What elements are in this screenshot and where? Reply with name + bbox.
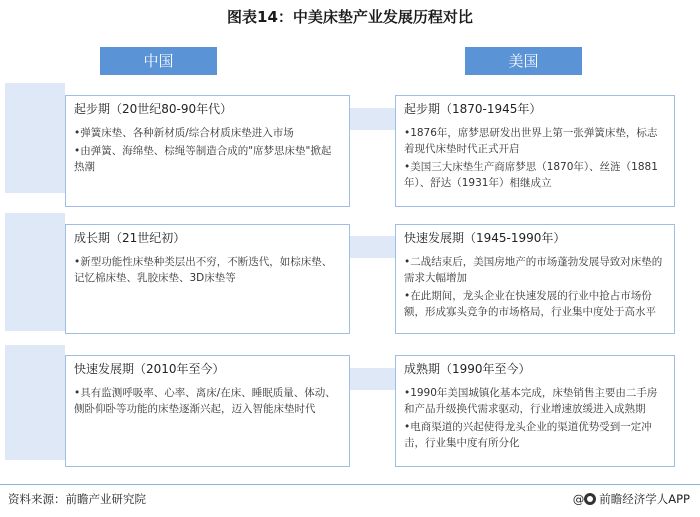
stage-item: •由弹簧、海绵垫、棕绳等制造合成的"席梦思床垫"掀起热潮 [74,145,332,173]
left-accent-bar [5,83,65,193]
stage-item: •在此期间，龙头企业在快速发展的行业中抢占市场份额，形成寡头竞争的市场格局，行业集中度处于高水平 [404,290,656,318]
stage-item: •具有监测呼吸率、心率、离床/在床、睡眠质量、体动、侧卧仰卧等功能的床垫逐渐兴起，迈入智能床垫时代 [74,387,336,415]
brand-prefix: @ [572,492,585,506]
left-accent-bar [5,345,65,460]
brand-credit [573,491,690,507]
usa-stage-card [395,95,675,207]
stage-item: •电商渠道的兴起使得龙头企业的渠道优势受到一定冲击，行业集中度有所分化 [404,421,652,449]
stage-title: 成长期（21世纪初） [74,231,186,245]
brand-name: 前瞻经济学人APP [599,492,690,506]
china-stage-card [65,95,350,207]
stage-item: •1876年，席梦思研发出世界上第一张弹簧床垫，标志着现代床垫时代正式开启 [404,127,658,155]
row-connector [350,368,395,390]
row-connector [350,108,395,130]
stage-title: 快速发展期（2010年至今） [74,362,225,376]
stage-item: •美国三大床垫生产商席梦思（1870年）、丝涟（1881年）、舒达（1931年）相继成立 [404,161,658,189]
china-stage-card [65,224,350,334]
usa-stage-card [395,224,675,334]
left-accent-bar [5,213,65,331]
header-usa: 美国 [465,47,582,75]
header-china: 中国 [100,47,217,75]
usa-stage-card [395,355,675,467]
stage-item: •二战结束后，美国房地产的市场蓬勃发展导致对床垫的需求大幅增加 [404,256,663,284]
china-stage-card [65,355,350,467]
stage-item: •1990年美国城镇化基本完成，床垫销售主要由二手房和产品升级换代需求驱动，行业增速放缓进入成熟期 [404,387,658,415]
stage-title: 快速发展期（1945-1990年） [404,231,566,245]
stage-title: 起步期（1870-1945年） [404,102,542,116]
footer-divider [0,484,700,485]
stage-title: 起步期（20世纪80-90年代） [74,102,233,116]
chart-title: 图表14：中美床垫产业发展历程对比 [227,8,473,26]
row-connector [350,236,395,258]
stage-item: •新型功能性床垫种类层出不穷，不断迭代，如棕床垫、记忆棉床垫、乳胶床垫、3D床垫等 [74,256,333,284]
brand-logo-icon [584,493,596,505]
stage-title: 成熟期（1990年至今） [404,362,531,376]
stage-item: •弹簧床垫、各种新材质/综合材质床垫进入市场 [74,127,294,139]
source-note: 资料来源：前瞻产业研究院 [8,492,146,506]
